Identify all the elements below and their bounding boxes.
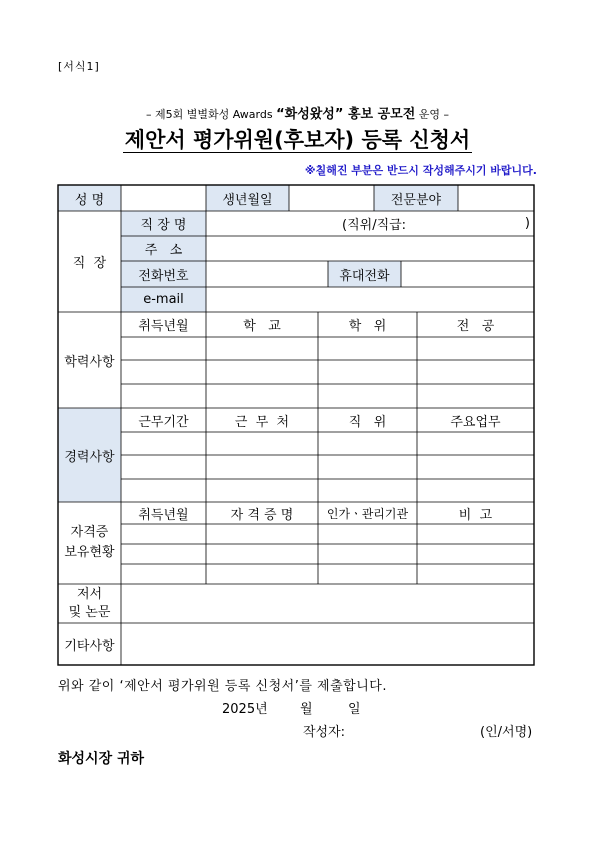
address-label: 주 소 <box>144 243 183 258</box>
publications-label-line2: 및 논문 <box>68 604 111 620</box>
subtitle-suffix: 운영 – <box>418 108 450 121</box>
subtitle-prefix: – 제5회 별별화성 Awards <box>145 108 273 121</box>
license-section-label <box>58 502 121 584</box>
license-label-line2: 보유현황 <box>64 545 115 560</box>
position-hint: (직위/직급: <box>342 218 407 233</box>
license-label-line1: 자격증 <box>70 525 109 540</box>
workplace-name-input[interactable] <box>206 211 534 236</box>
mobile-input[interactable] <box>401 261 534 287</box>
license-header-remarks: 비 고 <box>458 507 493 523</box>
subtitle-highlight: “화성왔성” 홍보 공모전 <box>276 107 416 122</box>
date-month: 월 <box>300 702 313 717</box>
name-label: 성 명 <box>74 192 105 208</box>
career-header-duties: 주요업무 <box>450 414 501 430</box>
career-section-label: 경력사항 <box>64 449 115 465</box>
license-header-date: 취득년월 <box>138 507 189 523</box>
other-label: 기타사항 <box>64 638 115 654</box>
addressee: 화성시장 귀하 <box>58 751 145 767</box>
date-day: 일 <box>348 702 361 717</box>
writer-label: 작성자: <box>303 725 346 740</box>
mobile-label: 휴대전화 <box>339 268 390 284</box>
education-section-label: 학력사항 <box>64 354 115 370</box>
career-header-employer: 근 무 처 <box>234 414 290 430</box>
birth-date-input[interactable] <box>289 185 374 211</box>
position-hint-close: ) <box>524 216 530 231</box>
education-header-degree: 학 위 <box>348 319 387 334</box>
other-input[interactable] <box>121 623 534 665</box>
career-header-position: 직 위 <box>348 414 387 430</box>
phone-label: 전화번호 <box>138 268 189 284</box>
education-header-school: 학 교 <box>243 319 281 334</box>
seal-signature-label: (인/서명) <box>480 725 533 740</box>
name-input[interactable] <box>121 185 206 211</box>
phone-input[interactable] <box>206 261 328 287</box>
workplace-name-label: 직 장 명 <box>140 218 187 233</box>
address-input[interactable] <box>206 236 534 261</box>
education-header-major: 전 공 <box>456 319 495 334</box>
publications-label-line1: 저서 <box>76 586 103 602</box>
declaration-text: 위와 같이 ‘제안서 평가위원 등록 신청서’를 제출합니다. <box>58 679 387 694</box>
date-year: 2025년 <box>222 702 268 717</box>
email-label: e-mail <box>143 292 184 307</box>
specialty-input[interactable] <box>458 185 534 211</box>
workplace-section-label: 직 장 <box>72 256 107 271</box>
license-header-issuer: 인가ㆍ관리기관 <box>326 506 409 521</box>
email-input[interactable] <box>206 287 534 312</box>
page-title-text: 제안서 평가위원(후보자) 등록 신청서 <box>124 128 471 152</box>
license-header-name: 자 격 증 명 <box>230 507 294 523</box>
required-notice: ※칠해진 부분은 반드시 작성해주시기 바랍니다. <box>304 164 537 177</box>
education-header-date: 취득년월 <box>138 319 189 334</box>
submission-date <box>222 698 361 717</box>
publications-label <box>58 584 121 623</box>
career-header-period: 근무기간 <box>138 414 189 430</box>
birth-date-label: 생년월일 <box>222 192 273 208</box>
specialty-label: 전문분야 <box>390 192 442 208</box>
publications-input[interactable] <box>121 584 534 623</box>
form-number: [서식1] <box>58 60 100 73</box>
